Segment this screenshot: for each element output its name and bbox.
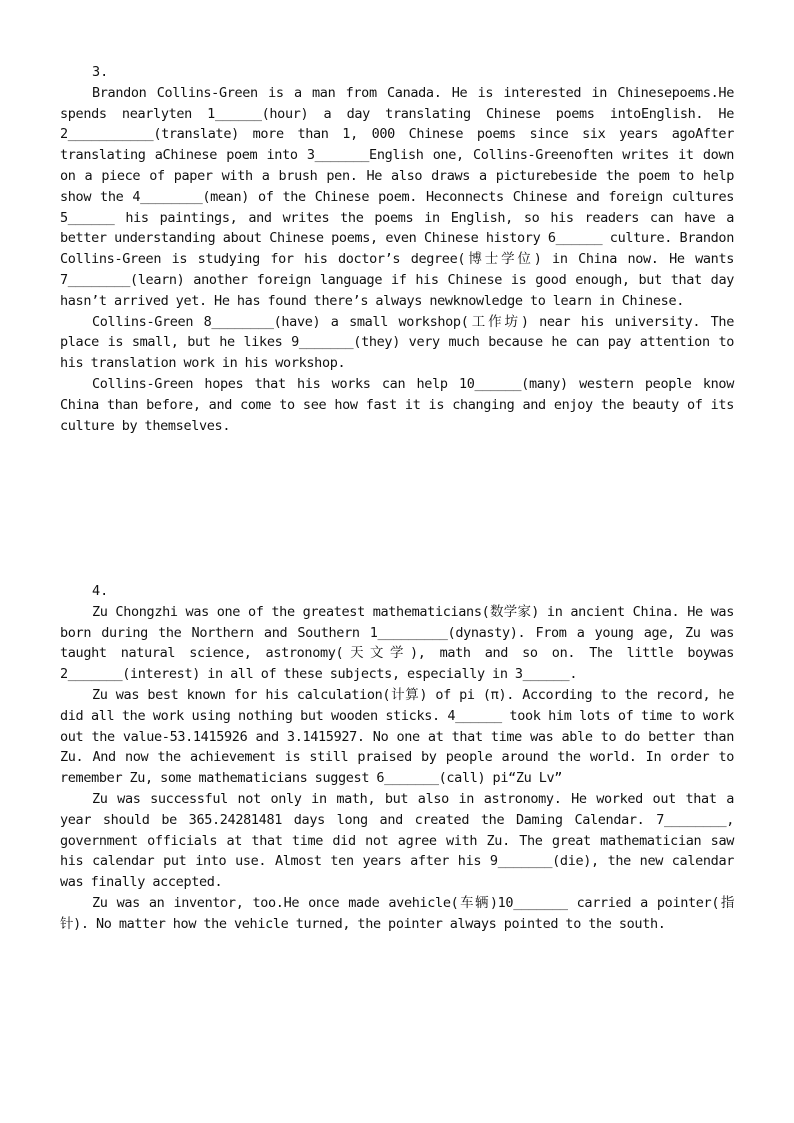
paragraph: Zu Chongzhi was one of the greatest mathematicians(数学家) in ancient China. He was born during the Northern and Southern 1_________(dynasty). From a young age, Zu was taught natural science, astronomy(天文学), math and so on. The little boywas 2_______(interest) in all of these subjects, especially in 3______. (60, 603, 734, 683)
paragraph: Brandon Collins-Green is a man from Canada. He is interested in Chinesepoems.He spends nearlyten 1______(hour) a day translating Chinese poems intoEnglish. He 2___________(translate) more than 1, 000 Chinese poems since six years agoAfter translating aChinese poem into 3_______English one, Collins-Greenoften writes it down on a piece of paper with a brush pen. He also draws a picturebeside the poem to help show the 4________(mean) of the Chinese poem. Heconnects Chinese and foreign cultures 5______ his paintings, and writes the poems in English, so his readers can have a better understanding about Chinese poems, even Chinese history 6______ culture. Brandon Collins-Green is studying for his doctor’s degree(博士学位) in China now. He wants 7________(learn) another foreign language if his Chinese is good enough, but that day hasn’t arrived yet. He has found there’s always newknowledge to learn in Chinese. (60, 84, 734, 309)
paragraph: Zu was an inventor, too.He once made avehicle(车辆)10_______ carried a pointer(指针). No matter how the vehicle turned, the pointer always pointed to the south. (60, 894, 734, 932)
exercise-number: 3. (92, 64, 109, 80)
paragraph: Collins-Green hopes that his works can help 10______(many) western people know China than before, and come to see how fast it is changing and enjoy the beauty of its culture by themselves. (60, 375, 734, 434)
exercise-3 (60, 62, 734, 436)
exercise-4 (60, 581, 734, 935)
paragraph: Collins-Green 8________(have) a small workshop(工作坊) near his university. The place is small, but he likes 9_______(they) very much because he can pay attention to his translation work in his workshop. (60, 313, 734, 372)
paragraph: Zu was successful not only in math, but also in astronomy. He worked out that a year should be 365.24281481 days long and created the Daming Calendar. 7________, government officials at that time did not agree with Zu. The great mathematician saw his calendar put into use. Almost ten years after his 9_______(die), the new calendar was finally accepted. (60, 790, 734, 891)
paragraph: Zu was best known for his calculation(计算) of pi (π). According to the record, he did all the work using nothing but wooden sticks. 4______ took him lots of time to work out the value-53.1415926 and 3.1415927. No one at that time was able to do better than Zu. And now the achievement is still praised by people around the world. In order to remember Zu, some mathematicians suggest 6_______(call) pi“Zu Lv” (60, 686, 734, 787)
exercise-number: 4. (92, 583, 109, 599)
